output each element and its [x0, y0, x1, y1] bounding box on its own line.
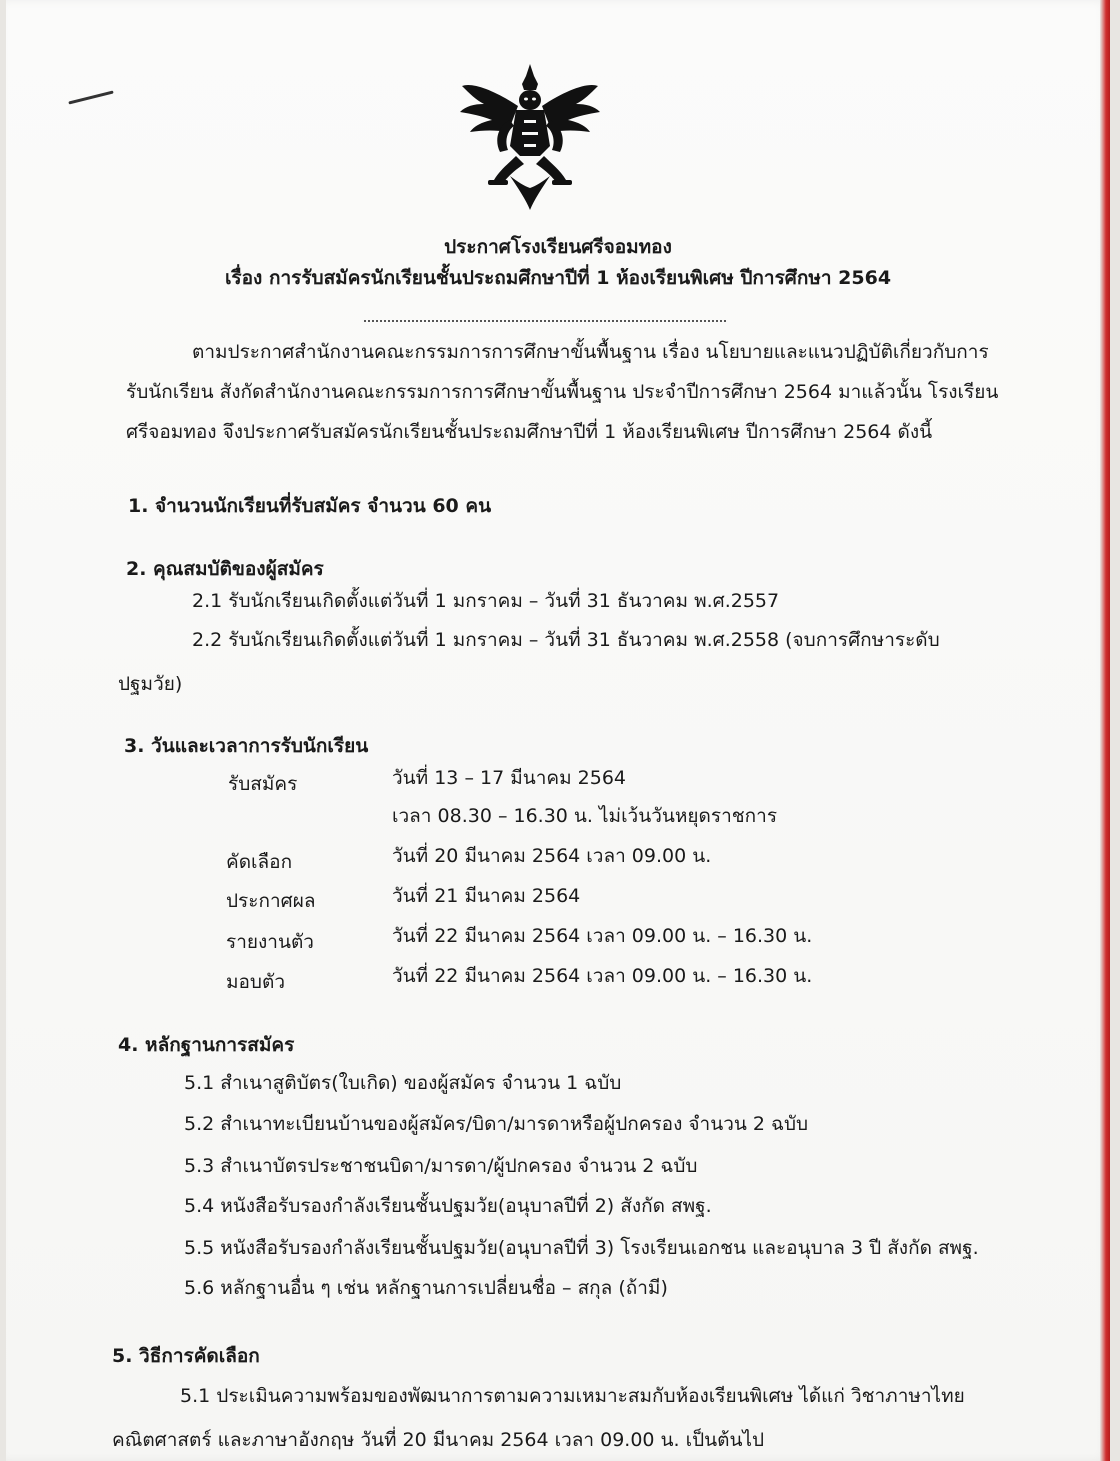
schedule-value: วันที่ 20 มีนาคม 2564 เวลา 09.00 น.	[392, 845, 712, 867]
section-1-heading: 1. จำนวนนักเรียนที่รับสมัคร จำนวน 60 คน	[128, 495, 492, 517]
section-5-item-1: 5.1 ประเมินความพร้อมของพัฒนาการตามความเหมาะสมกับห้องเรียนพิเศษ ได้แก่ วิชาภาษาไทย	[180, 1385, 965, 1407]
schedule-label: คัดเลือก	[226, 851, 293, 873]
document-item: 5.5 หนังสือรับรองกำลังเรียนชั้นปฐมวัย(อนุบาลปีที่ 3) โรงเรียนเอกชน และอนุบาล 3 ปี สังกัด สพฐ.	[184, 1237, 979, 1259]
page-edge	[1100, 0, 1110, 1461]
document-item: 5.4 หนังสือรับรองกำลังเรียนชั้นปฐมวัย(อนุบาลปีที่ 2) สังกัด สพฐ.	[184, 1195, 712, 1217]
document-item: 5.1 สำเนาสูติบัตร(ใบเกิด) ของผู้สมัคร จำนวน 1 ฉบับ	[184, 1072, 622, 1094]
schedule-value: วันที่ 22 มีนาคม 2564 เวลา 09.00 น. – 16.30 น.	[392, 965, 813, 987]
schedule-value: วันที่ 22 มีนาคม 2564 เวลา 09.00 น. – 16.30 น.	[392, 925, 813, 947]
document-item: 5.6 หลักฐานอื่น ๆ เช่น หลักฐานการเปลี่ยนชื่อ – สกุล (ถ้ามี)	[184, 1277, 668, 1299]
section-2-item-1: 2.1 รับนักเรียนเกิดตั้งแต่วันที่ 1 มกราคม – วันที่ 31 ธันวาคม พ.ศ.2557	[192, 590, 780, 612]
section-4-heading: 4. หลักฐานการสมัคร	[118, 1034, 295, 1056]
garuda-emblem-icon	[454, 60, 606, 212]
announcement-title: ประกาศโรงเรียนศรีจอมทอง	[444, 236, 672, 258]
dotted-separator	[364, 320, 726, 322]
schedule-value: เวลา 08.30 – 16.30 น. ไม่เว้นวันหยุดราชการ	[392, 805, 778, 827]
section-2-item-2: 2.2 รับนักเรียนเกิดตั้งแต่วันที่ 1 มกราคม – วันที่ 31 ธันวาคม พ.ศ.2558 (จบการศึกษาระดับ	[192, 629, 940, 651]
schedule-label: มอบตัว	[226, 971, 286, 993]
section-2-heading: 2. คุณสมบัติของผู้สมัคร	[126, 558, 324, 580]
intro-line-2: รับนักเรียน สังกัดสำนักงานคณะกรรมการการศึกษาขั้นพื้นฐาน ประจำปีการศึกษา 2564 มาแล้วนั้น โรงเรียน	[126, 381, 999, 403]
announcement-subject: เรื่อง การรับสมัครนักเรียนชั้นประถมศึกษาปีที่ 1 ห้องเรียนพิเศษ ปีการศึกษา 2564	[224, 267, 892, 289]
document-item: 5.3 สำเนาบัตรประชาชนบิดา/มารดา/ผู้ปกครอง จำนวน 2 ฉบับ	[184, 1155, 698, 1177]
document-item: 5.2 สำเนาทะเบียนบ้านของผู้สมัคร/บิดา/มารดาหรือผู้ปกครอง จำนวน 2 ฉบับ	[184, 1113, 809, 1135]
section-5-heading: 5. วิธีการคัดเลือก	[112, 1345, 260, 1367]
schedule-label: ประกาศผล	[226, 890, 316, 912]
schedule-label: รับสมัคร	[228, 773, 298, 795]
document-page	[6, 0, 1110, 1461]
section-2-item-2-cont: ปฐมวัย)	[118, 673, 183, 695]
pen-mark	[68, 90, 113, 104]
schedule-value: วันที่ 13 – 17 มีนาคม 2564	[392, 767, 627, 789]
intro-line-3: ศรีจอมทอง จึงประกาศรับสมัครนักเรียนชั้นประถมศึกษาปีที่ 1 ห้องเรียนพิเศษ ปีการศึกษา 2564 ดังนี้	[126, 421, 933, 443]
schedule-label: รายงานตัว	[226, 931, 314, 953]
section-5-item-1-cont: คณิตศาสตร์ และภาษาอังกฤษ วันที่ 20 มีนาคม 2564 เวลา 09.00 น. เป็นต้นไป	[112, 1429, 765, 1451]
section-3-heading: 3. วันและเวลาการรับนักเรียน	[124, 735, 369, 757]
schedule-value: วันที่ 21 มีนาคม 2564	[392, 885, 581, 907]
intro-line-1: ตามประกาศสำนักงานคณะกรรมการการศึกษาขั้นพื้นฐาน เรื่อง นโยบายและแนวปฏิบัติเกี่ยวกับการ	[192, 341, 989, 363]
